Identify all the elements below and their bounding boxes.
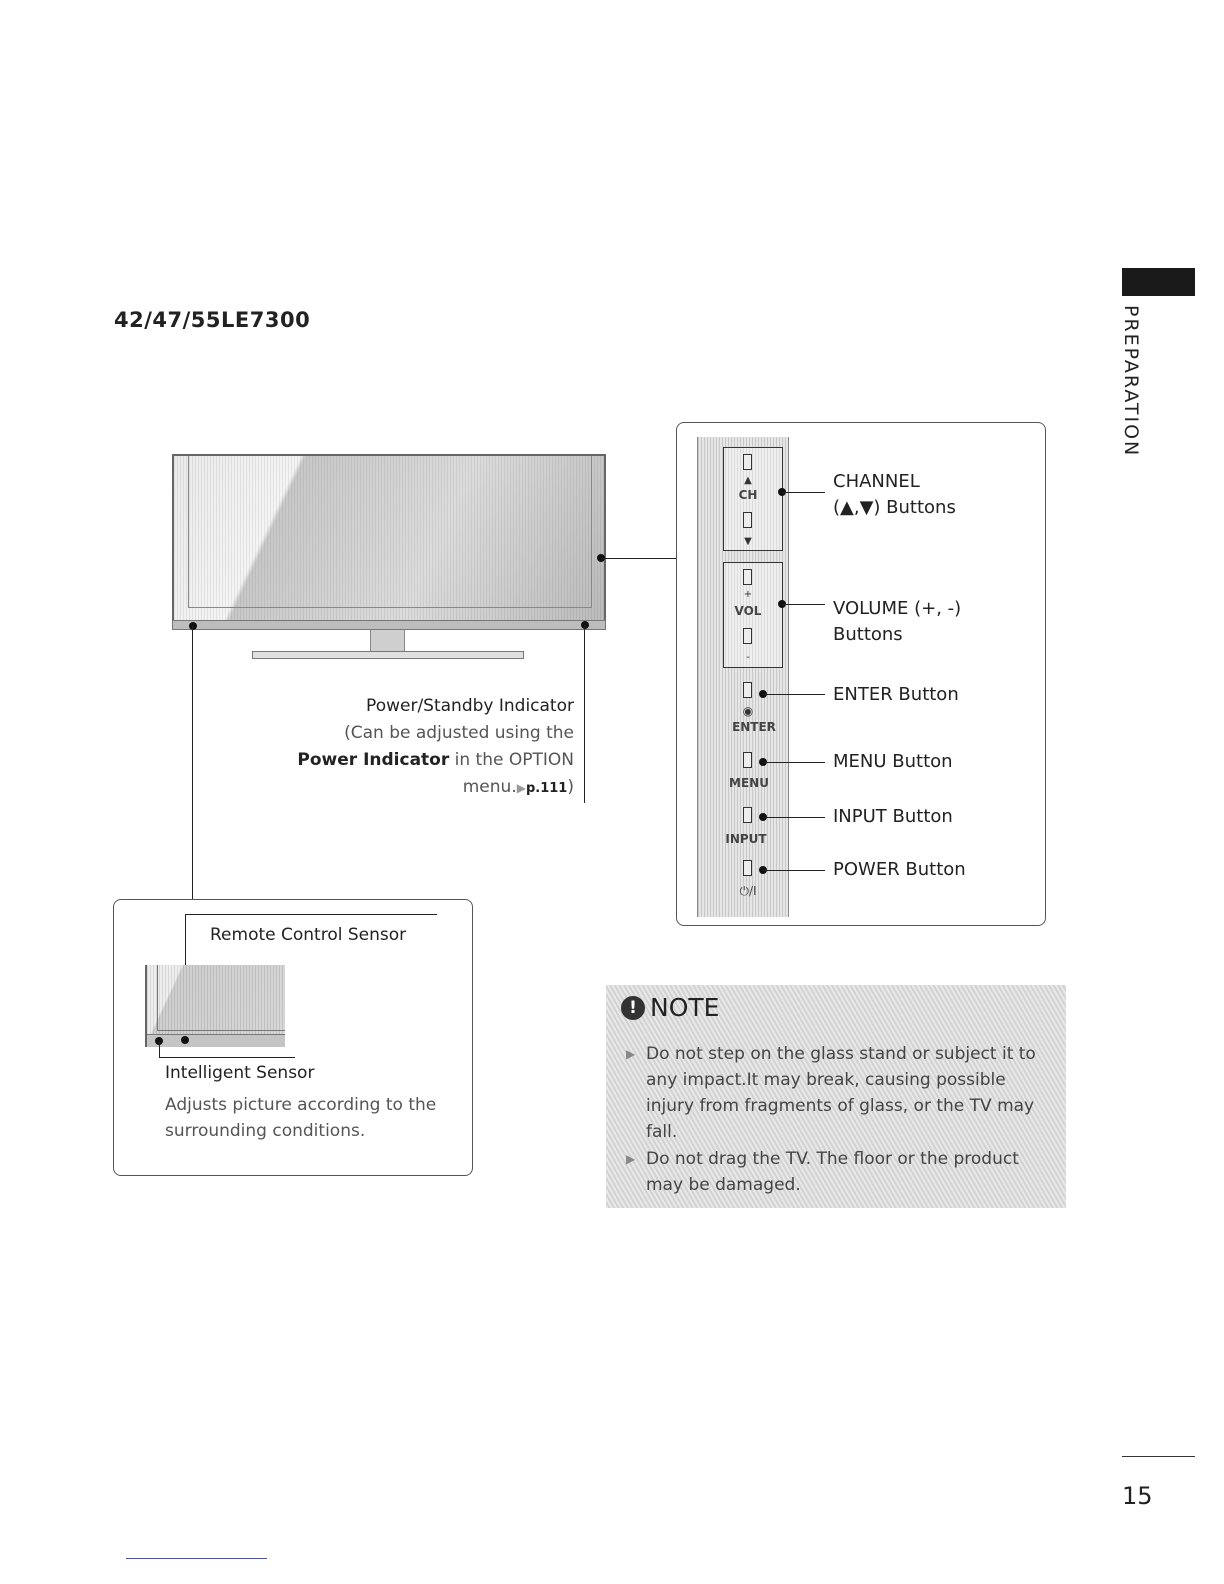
power-indicator-bold: Power Indicator (297, 750, 450, 770)
enter-slot (743, 682, 752, 698)
input-leader (763, 817, 825, 818)
note-title: NOTE (650, 993, 720, 1022)
volume-plus-icon: + (743, 589, 753, 600)
menu-leader (763, 762, 825, 763)
power-indicator-title: Power/Standby Indicator (366, 696, 574, 716)
input-slot (743, 807, 752, 823)
note-item: Do not drag the TV. The floor or the product may be damaged. (646, 1149, 1019, 1195)
intelligent-sensor-label: Intelligent Sensor (165, 1063, 315, 1083)
bottom-link-underline (126, 1558, 267, 1559)
volume-callout-line2: Buttons (833, 624, 903, 645)
tv-stand-base (252, 651, 524, 659)
channel-callout-line1: CHANNEL (833, 471, 920, 492)
power-slot (743, 860, 752, 876)
input-callout: INPUT Button (833, 806, 953, 827)
page-number-rule (1122, 1456, 1195, 1457)
model-title: 42/47/55LE7300 (114, 308, 311, 332)
ch-label: CH (738, 488, 758, 502)
volume-down-slot (743, 628, 752, 644)
enter-icon: ◉ (742, 704, 754, 718)
enter-callout: ENTER Button (833, 684, 959, 705)
note-bullet-icon: ▶ (626, 1152, 636, 1166)
vol-label: VOL (734, 604, 762, 618)
note-item: Do not step on the glass stand or subject it to any impact.It may break, causing possible injury from fragments of glass, or the TV may fall. (646, 1044, 1036, 1142)
power-symbol-icon: ⏻/I (739, 884, 757, 898)
intelligent-sensor-leader-v (159, 1041, 160, 1057)
tv-screen-illustration (172, 454, 606, 620)
volume-minus-icon: - (746, 652, 750, 663)
tv-bezel (172, 620, 606, 630)
power-indicator-line1: (Can be adjusted using the (344, 723, 574, 743)
power-leader (763, 870, 825, 871)
power-indicator-leader (584, 625, 585, 803)
power-indicator-close-paren: ) (567, 777, 574, 797)
menu-callout: MENU Button (833, 751, 953, 772)
power-indicator-dot (581, 621, 589, 629)
side-tab-marker (1122, 268, 1195, 296)
note-box (606, 985, 1066, 1208)
side-buttons-leader (601, 558, 676, 559)
remote-control-sensor-label: Remote Control Sensor (210, 925, 407, 945)
page-ref: p.111 (525, 781, 568, 796)
channel-down-slot (743, 512, 752, 528)
enter-leader (763, 694, 825, 695)
volume-up-slot (743, 569, 752, 585)
power-indicator-description (254, 693, 574, 802)
page-number: 15 (1122, 1482, 1153, 1510)
volume-leader (782, 604, 825, 605)
volume-callout-line1: VOLUME (+, -) (833, 598, 962, 619)
sensor-leader (192, 626, 193, 900)
note-bullet-icon: ▶ (626, 1047, 636, 1061)
tv-stand-neck (370, 630, 405, 652)
menu-slot (743, 752, 752, 768)
input-label: INPUT (725, 832, 767, 846)
channel-up-slot (743, 454, 752, 470)
page-ref-arrow-icon: ▶ (516, 781, 526, 795)
remote-sensor-dot (181, 1036, 189, 1044)
power-indicator-line2: in the OPTION (454, 750, 574, 770)
power-indicator-line3: menu. (462, 777, 517, 797)
channel-callout-line2: (▲,▼) Buttons (833, 497, 956, 518)
remote-sensor-leader-h (185, 914, 437, 915)
channel-down-icon: ▼ (744, 536, 752, 547)
intelligent-sensor-leader-h (159, 1057, 295, 1058)
channel-callout (833, 469, 956, 521)
intelligent-sensor-description: Adjusts picture according to the surrounding conditions. (165, 1095, 437, 1141)
enter-label: ENTER (732, 720, 776, 734)
side-tab-label: PREPARATION (1120, 305, 1142, 458)
sensor-dot (189, 622, 197, 630)
volume-callout (833, 596, 961, 648)
menu-label: MENU (729, 776, 769, 790)
channel-up-icon: ▲ (744, 475, 752, 486)
power-callout: POWER Button (833, 859, 966, 880)
note-warning-icon: ! (621, 996, 645, 1020)
channel-leader (782, 492, 825, 493)
sensor-closeup-illustration (145, 965, 285, 1047)
